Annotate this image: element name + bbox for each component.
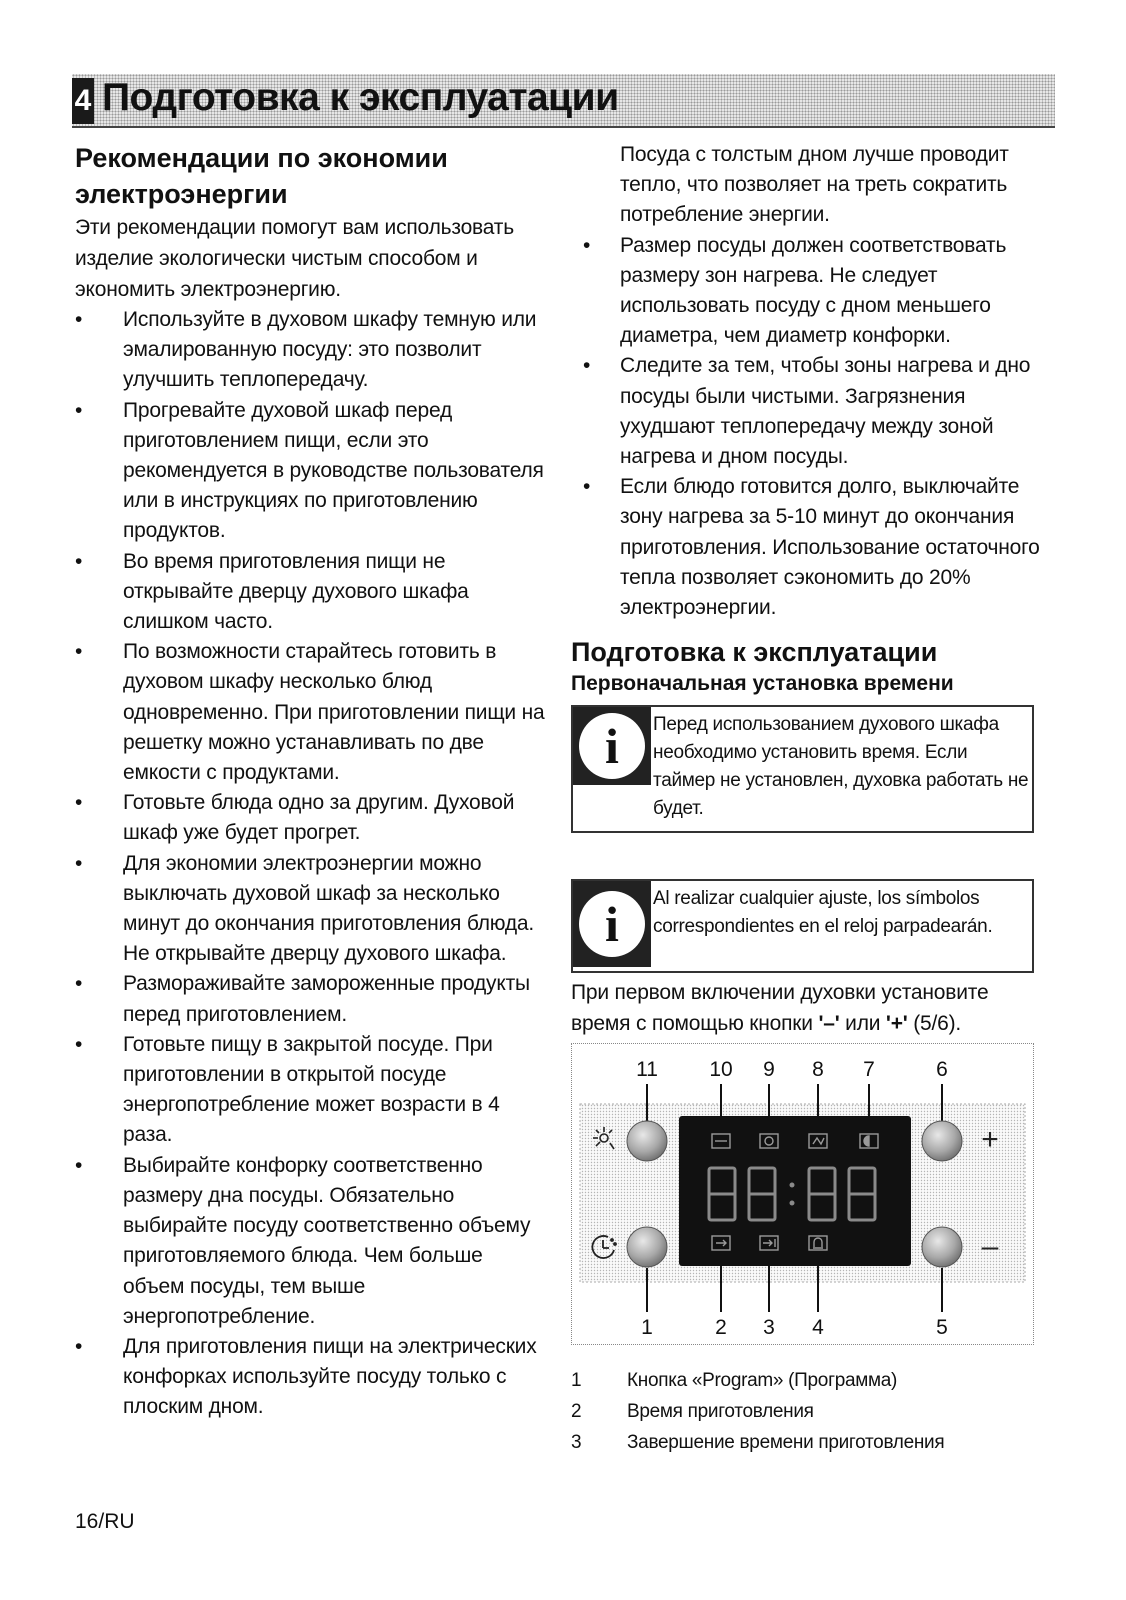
list-item: • Выбирайте конфорку соответственно размеру дна посуды. Обязательно выбирайте посуду соответственно объему приготовляемого блюда. Чем больше объем посуды, тем выше энергопотребление. — [75, 1151, 545, 1332]
info-note-1-text: Перед использованием духового шкафа необходимо установить время. Если таймер не установлен, духовка работать не будет. — [653, 714, 1029, 820]
label-4: 4 — [812, 1316, 824, 1340]
list-item: • Размер посуды должен соответствовать размеру зон нагрева. Не следует использовать посуду с дном меньшего диаметра, чем диаметр конфорки. — [583, 231, 1058, 352]
colon-dot-top — [790, 1183, 795, 1188]
label-9: 9 — [763, 1058, 775, 1082]
legend-row — [571, 1396, 1058, 1427]
info-icon: i — [573, 707, 651, 785]
control-panel-svg — [572, 1044, 1033, 1344]
label-2: 2 — [715, 1316, 727, 1340]
minus-symbol: – — [981, 1230, 999, 1264]
time-knob — [627, 1227, 667, 1267]
list-item: • Используйте в духовом шкафу темную или эмалированную посуду: это позволит улучшить теплопередачу. — [75, 305, 545, 396]
plus-key-ref: '+' — [885, 1012, 908, 1036]
energy-tips-list — [75, 305, 545, 1423]
legend-text: Время приготовления — [627, 1401, 814, 1423]
info-note-2-text: Al realizar cualquier ajuste, los símbolos correspondientes en el reloj parpadearán. — [653, 888, 993, 938]
instruction-or: или — [839, 1012, 886, 1036]
control-panel-diagram — [571, 1043, 1034, 1345]
list-item: • Для приготовления пищи на электрических конфорках используйте посуду только с плоским дном. — [75, 1332, 545, 1423]
legend-text: Завершение времени приготовления — [627, 1432, 945, 1454]
legend-row — [571, 1427, 1058, 1458]
energy-heading-line-1: Рекомендации по экономии — [75, 143, 448, 173]
list-item: • Готовьте пищу в закрытой посуде. При приготовлении в открытой посуде энергопотребление может возрасти в 4 раза. — [75, 1030, 545, 1151]
list-item: • По возможности старайтесь готовить в духовом шкафу несколько блюд одновременно. При приготовлении пищи на решетку можно устанавливать по две емкости с продуктами. — [75, 637, 545, 788]
info-note-1 — [571, 705, 1034, 833]
section-number: 4 — [72, 78, 94, 124]
list-item: • Размораживайте замороженные продукты перед приготовлением. — [75, 969, 545, 1029]
info-note-2 — [571, 879, 1034, 973]
label-6: 6 — [936, 1058, 948, 1082]
instruction-text: При первом включении духовки установите время с помощью кнопки — [571, 981, 989, 1036]
list-item: • Следите за тем, чтобы зоны нагрева и дно посуды были чистыми. Загрязнения ухудшают теплопередачу между зоной нагрева и дном посуды. — [583, 351, 1058, 472]
time-instruction — [571, 977, 1041, 1039]
list-item: • Прогревайте духовой шкаф перед приготовлением пищи, если это рекомендуется в руководстве пользователя или в инструкциях по приготовлению продуктов. — [75, 396, 545, 547]
instruction-tail: (5/6). — [907, 1012, 962, 1036]
tips-continuation: Посуда с толстым дном лучше проводит тепло, что позволяет на треть сократить потребление энергии. — [620, 143, 1009, 227]
label-5: 5 — [936, 1316, 948, 1340]
list-item: • Во время приготовления пищи не открывайте дверцу духового шкафа слишком часто. — [75, 547, 545, 638]
diagram-legend — [571, 1365, 1058, 1458]
label-10: 10 — [709, 1058, 733, 1082]
legend-row — [571, 1365, 1058, 1396]
label-3: 3 — [763, 1316, 775, 1340]
plus-knob — [922, 1121, 962, 1161]
colon-dot-bottom — [790, 1201, 795, 1206]
label-8: 8 — [812, 1058, 824, 1082]
right-column — [571, 140, 1058, 1458]
left-column — [75, 140, 545, 1423]
initial-time-setting-heading: Первоначальная установка времени — [571, 672, 954, 696]
energy-intro: Эти рекомендации помогут вам использовать изделие экологически чистым способом и экономить электроэнергию. — [75, 216, 514, 301]
list-item: • Готовьте блюда одно за другим. Духовой шкаф уже будет прогрет. — [75, 788, 545, 848]
legend-num: 1 — [571, 1370, 582, 1392]
list-item: • Если блюдо готовится долго, выключайте зону нагрева за 5-10 минут до окончания приготовления. Использование остаточного тепла позволяет сэкономить до 20% электроэнергии. — [583, 472, 1058, 623]
legend-num: 2 — [571, 1401, 582, 1423]
program-knob — [627, 1121, 667, 1161]
minus-knob — [922, 1227, 962, 1267]
preparation-heading: Подготовка к эксплуатации — [571, 637, 938, 668]
list-item: • Для экономии электроэнергии можно выключать духовой шкаф за несколько минут до окончания приготовления блюда. Не открывайте дверцу духового шкафа. — [75, 849, 545, 970]
energy-heading — [75, 140, 545, 212]
label-11: 11 — [636, 1058, 658, 1082]
minus-key-ref: '–' — [818, 1012, 840, 1036]
plus-symbol: + — [981, 1123, 999, 1157]
legend-text: Кнопка «Program» (Программа) — [627, 1370, 898, 1392]
page-number: 16/RU — [75, 1510, 135, 1533]
label-1: 1 — [641, 1316, 653, 1340]
legend-num: 3 — [571, 1432, 582, 1454]
energy-heading-line-2: электроэнергии — [75, 179, 288, 209]
energy-tips-list-continued — [583, 231, 1058, 624]
section-header — [72, 74, 1055, 128]
section-title: Подготовка к эксплуатации — [102, 76, 619, 119]
info-icon: i — [573, 881, 651, 967]
label-7: 7 — [863, 1058, 875, 1082]
